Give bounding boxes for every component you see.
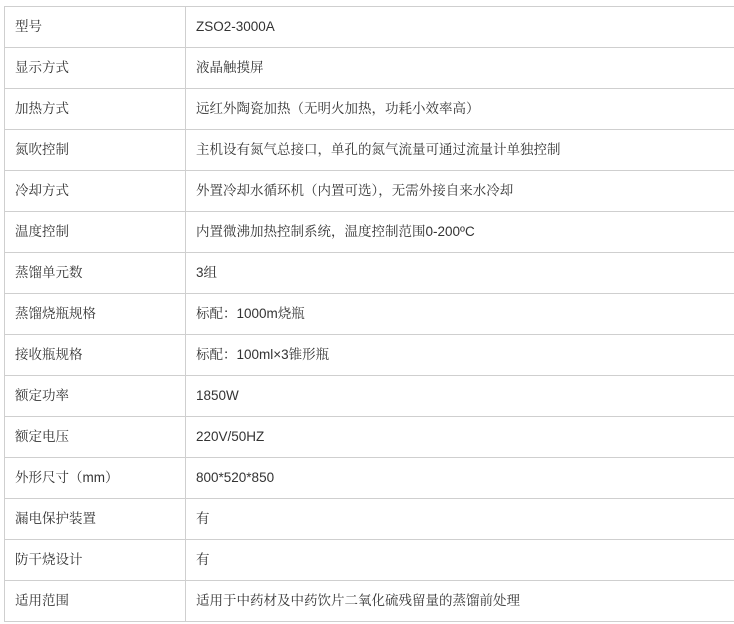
table-row — [5, 417, 734, 458]
table-row — [5, 7, 734, 48]
spec-label: 型号 — [5, 7, 186, 48]
spec-label: 冷却方式 — [5, 171, 186, 212]
spec-value: 标配：1000m烧瓶 — [186, 294, 734, 335]
spec-label: 额定电压 — [5, 417, 186, 458]
spec-value: 有 — [186, 540, 734, 581]
spec-value: 有 — [186, 499, 734, 540]
spec-value: 1850W — [186, 376, 734, 417]
table-row — [5, 540, 734, 581]
table-row — [5, 499, 734, 540]
spec-label: 适用范围 — [5, 581, 186, 622]
spec-value: 800*520*850 — [186, 458, 734, 499]
spec-label: 蒸馏单元数 — [5, 253, 186, 294]
spec-label: 加热方式 — [5, 89, 186, 130]
table-row — [5, 171, 734, 212]
table-row — [5, 130, 734, 171]
table-row — [5, 458, 734, 499]
spec-label: 显示方式 — [5, 48, 186, 89]
table-row — [5, 212, 734, 253]
spec-value: 220V/50HZ — [186, 417, 734, 458]
table-row — [5, 335, 734, 376]
spec-value: 液晶触摸屏 — [186, 48, 734, 89]
spec-label: 蒸馏烧瓶规格 — [5, 294, 186, 335]
spec-label: 额定功率 — [5, 376, 186, 417]
spec-label: 温度控制 — [5, 212, 186, 253]
specification-table — [4, 6, 734, 622]
table-row — [5, 376, 734, 417]
spec-value: 主机设有氮气总接口，单孔的氮气流量可通过流量计单独控制 — [186, 130, 734, 171]
spec-label: 外形尺寸（mm） — [5, 458, 186, 499]
specification-table-body — [5, 7, 734, 622]
spec-value: ZSO2-3000A — [186, 7, 734, 48]
spec-value: 内置微沸加热控制系统，温度控制范围0-200ºC — [186, 212, 734, 253]
table-row — [5, 89, 734, 130]
spec-label: 接收瓶规格 — [5, 335, 186, 376]
spec-label: 漏电保护装置 — [5, 499, 186, 540]
spec-value: 外置冷却水循环机（内置可选），无需外接自来水冷却 — [186, 171, 734, 212]
spec-value: 标配：100ml×3锥形瓶 — [186, 335, 734, 376]
table-row — [5, 294, 734, 335]
spec-label: 防干烧设计 — [5, 540, 186, 581]
spec-value: 远红外陶瓷加热（无明火加热，功耗小效率高） — [186, 89, 734, 130]
spec-label: 氮吹控制 — [5, 130, 186, 171]
table-row — [5, 253, 734, 294]
table-row — [5, 581, 734, 622]
spec-value: 3组 — [186, 253, 734, 294]
table-row — [5, 48, 734, 89]
spec-value: 适用于中药材及中药饮片二氧化硫残留量的蒸馏前处理 — [186, 581, 734, 622]
